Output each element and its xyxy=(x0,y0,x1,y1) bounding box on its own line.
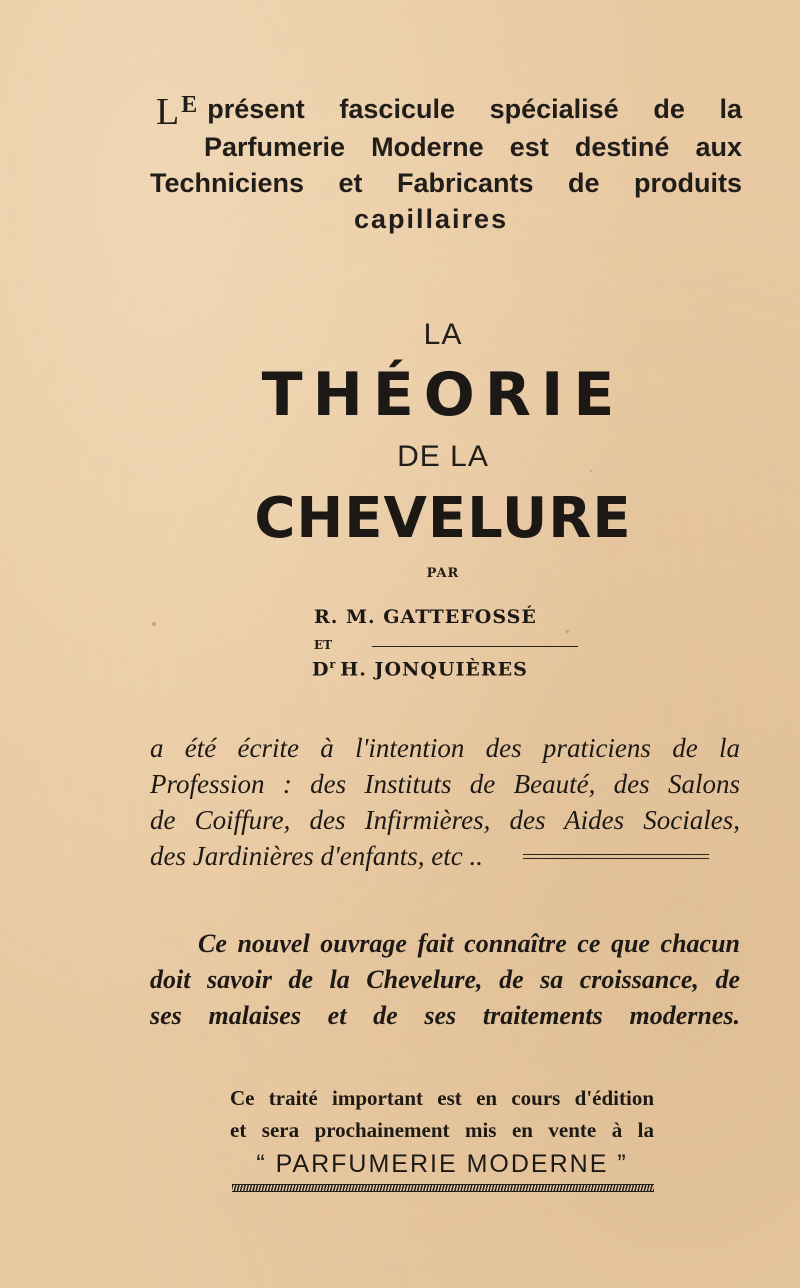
publication-notice xyxy=(230,1082,654,1180)
title-theorie: THÉORIE xyxy=(261,360,625,430)
author-title-prefix: D xyxy=(312,658,330,681)
author-conjunction: ET xyxy=(314,638,333,652)
paragraph-audience xyxy=(150,730,740,874)
dropcap-letter-e: E xyxy=(181,92,198,118)
intro-line-4: capillaires xyxy=(354,204,509,234)
paragraph-description-line-3: ses malaises et de ses traitements modernes. xyxy=(150,1001,740,1030)
paper-speck xyxy=(590,470,592,472)
title-chevelure: CHEVELURE xyxy=(254,486,632,551)
notice-line-1: Ce traité important est en cours d'édition xyxy=(230,1086,654,1110)
author-divider-rule xyxy=(372,646,578,647)
paper-speck xyxy=(566,630,569,633)
hatched-rule xyxy=(232,1184,654,1192)
intro-line-2: Parfumerie Moderne est destiné aux xyxy=(204,132,742,162)
double-rule xyxy=(523,854,709,859)
title-de-la: DE LA xyxy=(397,440,489,473)
paper-speck xyxy=(152,622,156,626)
author-jonquieres xyxy=(312,658,528,680)
intro-block xyxy=(150,88,742,237)
title-la: LA xyxy=(423,318,463,351)
paragraph-audience-line-4 xyxy=(150,838,740,874)
paragraph-description-line-1: Ce nouvel ouvrage fait connaître ce que chacun xyxy=(198,929,740,958)
paragraph-description-line-2: doit savoir de la Chevelure, de sa croissance, de xyxy=(150,965,740,994)
intro-line-1-text: présent fascicule spécialisé de la xyxy=(207,94,742,124)
intro-line-1 xyxy=(150,88,742,133)
author-jonquieres-name: H. JONQUIÈRES xyxy=(340,658,528,681)
paragraph-audience-line-2: Profession : des Instituts de Beauté, des Salons xyxy=(150,769,740,799)
paragraph-audience-line-1: a été écrite à l'intention des praticiens de la xyxy=(150,733,740,763)
paragraph-audience-line-3: de Coiffure, des Infirmières, des Aides Sociales, xyxy=(150,805,740,835)
author-gattefosse: R. M. GATTEFOSSÉ xyxy=(314,606,537,628)
notice-publisher-name: “ PARFUMERIE MODERNE ” xyxy=(256,1150,628,1178)
title-par: PAR xyxy=(426,566,460,581)
paragraph-description xyxy=(150,926,740,1034)
intro-line-3: Techniciens et Fabricants de produits xyxy=(150,168,742,198)
dropcap-letter-l: L xyxy=(156,91,180,133)
paragraph-audience-line-4-text: des Jardinières d'enfants, etc .. xyxy=(150,841,483,871)
notice-line-2: et sera prochainement mis en vente à la xyxy=(230,1118,654,1142)
author-title-superscript: r xyxy=(329,658,337,671)
